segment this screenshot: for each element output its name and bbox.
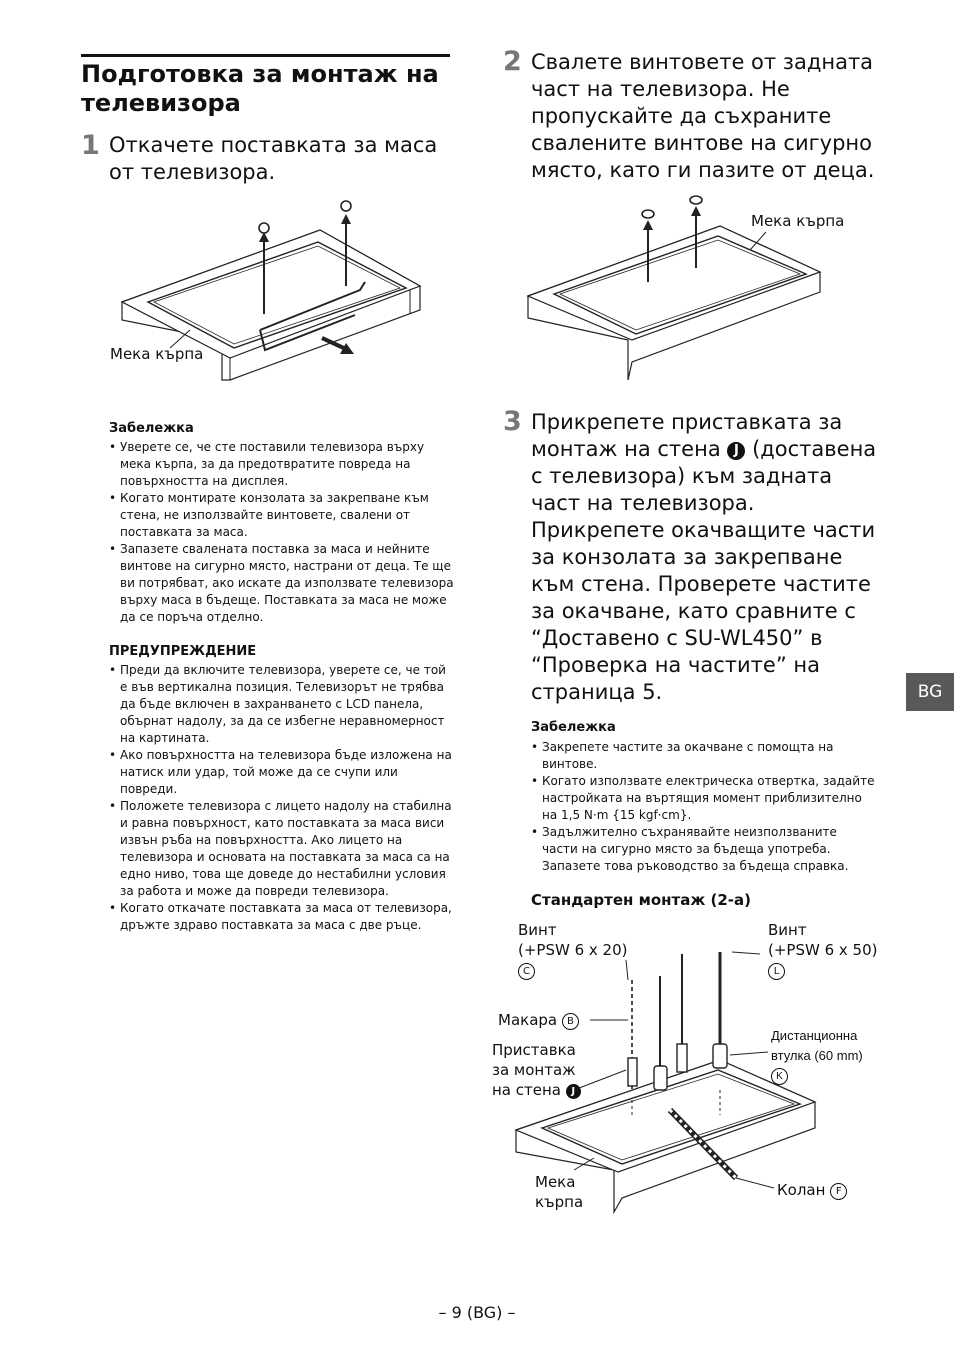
language-tab: BG xyxy=(906,673,954,711)
step1-number: 1 xyxy=(81,130,100,161)
label-screw-c-line2: (+PSW 6 x 20) xyxy=(518,941,628,959)
label-pulley-text: Макара xyxy=(498,1011,558,1029)
label-spacer-line1: Дистанционна xyxy=(771,1028,858,1043)
step3-text-after: (доставена с телевизора) към задната част на телевизора. Прикрепете окачващите части за конзолата за закрепване към стена. Проверете частите за окачване, като сравните с “Доставено с SU-WL450” в “Проверка на частите” на страница 5. xyxy=(531,437,877,704)
step2-text: Свалете винтовете от задната част на телевизора. Не пропускайте да съхраните свалените винтове на сигурно място, като ги пазите от деца. xyxy=(531,50,875,182)
step3-number: 3 xyxy=(503,406,522,437)
part-k-badge: K xyxy=(771,1068,788,1085)
note3-item: • Когато използвате електрическа отвертка, задайте настройката на въртящия момент приблизително на 1,5 N·m {15 kgf·cm}. xyxy=(531,773,876,824)
label-cloth-line2: кърпа xyxy=(535,1193,584,1211)
step3-text xyxy=(531,409,881,706)
label-bracket-line1: Приставка xyxy=(492,1041,576,1059)
step2-number: 2 xyxy=(503,46,522,77)
label-soft-cloth xyxy=(535,1172,583,1212)
label-belt xyxy=(777,1180,847,1200)
part-j-badge: J xyxy=(727,442,745,460)
figure1-label-cloth: Мека кърпа xyxy=(110,345,204,363)
step3-text-before: Прикрепете приставката за монтаж на стена xyxy=(531,410,843,461)
warning-title: ПРЕДУПРЕЖДЕНИЕ xyxy=(109,644,257,659)
warning-item: • Положете телевизора с лицето надолу на стабилна и равна повърхност, като поставката за маса виси извън ръба на повърхността. Ако лицето на телевизора и основата на поставката за маса са на едно ниво, това ще доведе до нестабилни условия за работа и може да повреди телевизора. xyxy=(109,798,454,900)
part-b-badge: B xyxy=(562,1013,579,1030)
figure3-title: Стандартен монтаж (2-a) xyxy=(531,891,752,909)
warning-item: • Когато откачате поставката за маса от телевизора, дръжте здраво поставката за маса с две ръце. xyxy=(109,900,454,934)
warning-item: • Ако повърхността на телевизора бъде изложена на натиск или удар, той може да се счупи или повреди. xyxy=(109,747,454,798)
page-title: Подготовка за монтаж на телевизора xyxy=(81,60,439,117)
label-screw-c-line1: Винт xyxy=(518,921,557,939)
note1-item: • Когато монтирате конзолата за закрепване към стена, не използвайте винтовете, свалени от поставката за маса. xyxy=(109,490,454,541)
label-screw-l-line2: (+PSW 6 x 50) xyxy=(768,941,878,959)
label-screw-c xyxy=(518,920,627,980)
note3-item: • Задължително съхранявайте неизползваните части на сигурно място за бъдеща употреба. Запазете това ръководство за бъдеща справка. xyxy=(531,824,876,875)
part-f-badge: F xyxy=(830,1183,847,1200)
label-bracket-line3: на стена xyxy=(492,1081,561,1099)
label-spacer-line2: втулка (60 mm) xyxy=(771,1048,863,1063)
label-pulley xyxy=(498,1010,579,1030)
part-l-badge: L xyxy=(768,963,785,980)
note3-list xyxy=(531,739,876,875)
label-cloth-line1: Мека xyxy=(535,1173,576,1191)
part-j-badge-small: J xyxy=(566,1084,581,1099)
note3-title: Забележка xyxy=(531,720,616,735)
warning-list xyxy=(109,662,454,934)
label-screw-l xyxy=(768,920,877,980)
label-belt-text: Колан xyxy=(777,1181,826,1199)
heading-rule xyxy=(81,54,450,57)
label-spacer xyxy=(771,1026,863,1086)
label-bracket-line2: за монтаж xyxy=(492,1061,576,1079)
note1-item: • Уверете се, че сте поставили телевизора върху мека кърпа, за да предотвратите повреда на повърхността на дисплея. xyxy=(109,439,454,490)
figure2-label-cloth: Мека кърпа xyxy=(751,212,845,230)
label-bracket xyxy=(492,1040,581,1100)
warning-item: • Преди да включите телевизора, уверете се, че той е във вертикална позиция. Телевизорът не трябва да бъде включен в захранването с LCD панела, обърнат надолу, за да се избегне неравномерност на картината. xyxy=(109,662,454,747)
part-c-badge: C xyxy=(518,963,535,980)
label-screw-l-line1: Винт xyxy=(768,921,807,939)
note1-title: Забележка xyxy=(109,421,194,436)
step1-text: Откачете поставката за маса от телевизора. xyxy=(109,133,438,184)
note1-list xyxy=(109,439,454,626)
note3-item: • Закрепете частите за окачване с помощта на винтове. xyxy=(531,739,876,773)
note1-item: • Запазете свалената поставка за маса и нейните винтове на сигурно място, настрани от деца. Те ще ви потрябват, ако искате да използвате телевизора върху маса в бъдеще. Поставката за маса не може да се поръча отделно. xyxy=(109,541,454,626)
page-number: – 9 (BG) – xyxy=(438,1303,516,1322)
